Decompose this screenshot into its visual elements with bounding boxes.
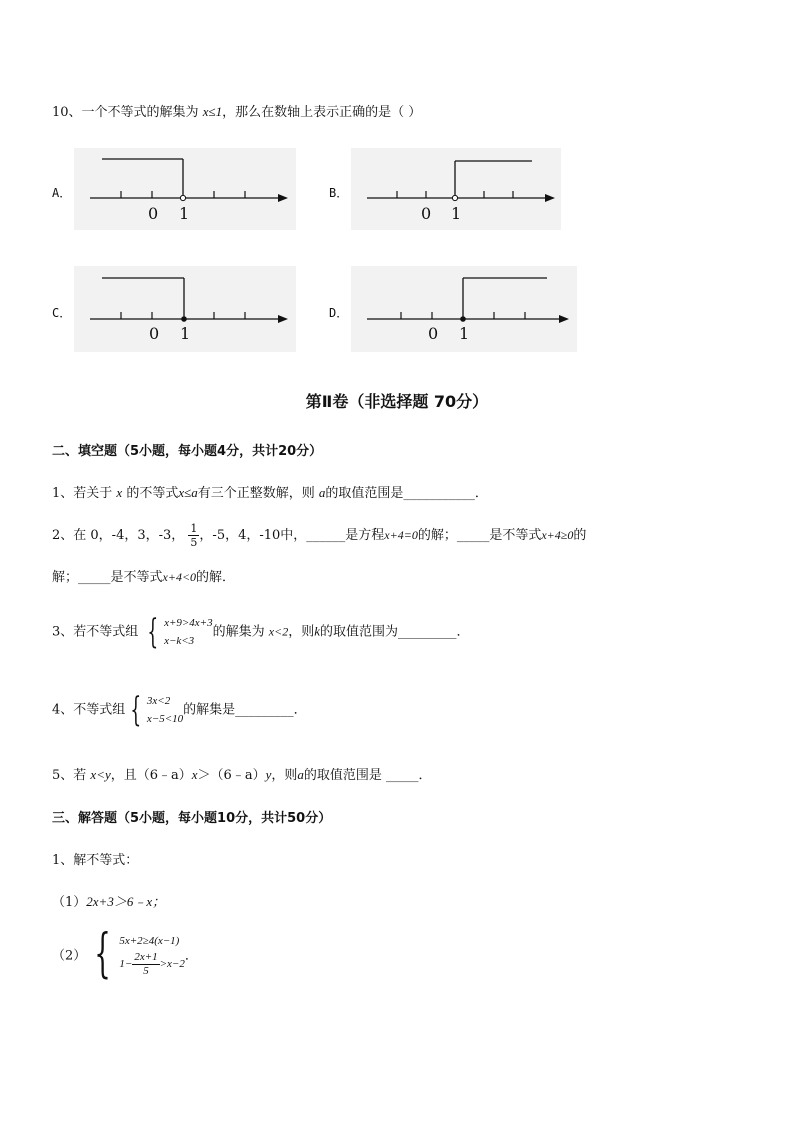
var-k: k (314, 623, 320, 639)
text: 2、在 0，-4，3，-3， (52, 528, 185, 543)
inequality-system (147, 692, 183, 728)
inequality: x+4≥0 (541, 528, 574, 542)
text: ，则 (271, 768, 298, 783)
tick-label-one: 1 (459, 324, 470, 343)
option-d-label[interactable]: D． (329, 306, 349, 320)
q10-condition: x≤1 (202, 104, 223, 119)
tick-label-one: 1 (451, 204, 462, 223)
solution: x<2 (268, 624, 289, 639)
fraction (132, 951, 159, 978)
answer-blank: 的取值范围是___________． (325, 486, 488, 501)
option-c-number-line[interactable] (74, 266, 296, 352)
option-c-label[interactable]: C． (52, 306, 72, 320)
tick-label-zero: 0 (421, 204, 432, 223)
q10-prefix: 10、一个不等式的解集为 (52, 105, 199, 120)
fill-question-3 (52, 614, 470, 650)
condition: x<y (90, 767, 111, 782)
answer-blank: 的取值范围是 _____． (303, 768, 432, 783)
period: ． (184, 948, 198, 964)
brace: { (130, 690, 142, 730)
system-row-2 (119, 951, 184, 978)
text: 3、若不等式组 (52, 624, 139, 640)
option-b-label[interactable]: B． (329, 186, 349, 200)
text: >x−2 (159, 957, 185, 970)
solve-question-1-part-1 (52, 891, 165, 910)
section-2-title: 二、填空题（5小题，每小题4分，共计20分） (52, 444, 323, 459)
question-10 (52, 101, 421, 120)
text: 的解． (196, 570, 236, 585)
tick-label-zero: 0 (148, 204, 159, 223)
inequality: x≤a (178, 485, 198, 500)
text: 的不等式 (126, 486, 179, 501)
numerator: 2x+1 (134, 950, 158, 963)
brace: { (147, 612, 159, 652)
text: 1− (119, 957, 133, 970)
text: 的 (573, 528, 587, 543)
option-d-number-line[interactable] (351, 266, 577, 352)
denominator: 5 (190, 536, 198, 549)
denominator: 5 (143, 964, 149, 977)
fill-question-2-line-2 (52, 566, 235, 585)
text: ＞（6﹣a） (197, 768, 266, 783)
text: 解；_____是不等式 (52, 570, 163, 585)
var-x: x (116, 485, 123, 500)
text: ，-5，4，-10中，______是方程 (199, 528, 385, 543)
tick-label-one: 1 (180, 324, 191, 343)
fraction (188, 522, 199, 549)
text: ，则 (288, 624, 315, 640)
text: 4、不等式组 (52, 702, 126, 718)
var-a: a (318, 485, 326, 500)
var-a: a (297, 767, 304, 782)
text: 的解集为 (212, 624, 265, 640)
option-a-label[interactable]: A． (52, 186, 72, 200)
tick-label-zero: 0 (149, 324, 160, 343)
section-3-title: 三、解答题（5小题，每小题10分，共计50分） (52, 811, 332, 826)
equation: x+4=0 (384, 528, 418, 542)
inequality-system (119, 931, 184, 978)
tick-label-one: 1 (179, 204, 190, 223)
text: 1、若关于 (52, 486, 113, 501)
brace: { (94, 924, 112, 984)
part-2-title: 第Ⅱ卷（非选择题 70分） (305, 392, 489, 411)
var-x: x (191, 767, 198, 782)
tick-label-zero: 0 (428, 324, 439, 343)
inequality-system (164, 614, 213, 650)
answer-blank: 的解集是_________． (183, 702, 307, 718)
text: ，且（6﹣a） (110, 768, 192, 783)
part-label: （1） (52, 895, 87, 910)
text: 有三个正整数解，则 (197, 486, 315, 501)
text: 的解；_____是不等式 (417, 528, 542, 543)
numerator: 1 (190, 522, 198, 535)
part-label: （2） (52, 948, 87, 964)
system-row-1: x+9>4x+3 (164, 617, 213, 629)
system-row-2: x−5<10 (146, 713, 184, 725)
solve-question-1-part-2 (52, 924, 198, 984)
inequality: x+4<0 (162, 570, 197, 584)
var-y: y (265, 767, 272, 782)
option-b-number-line[interactable] (351, 148, 561, 230)
solve-question-1-intro: 1、解不等式： (52, 853, 139, 868)
system-row-2: x−k<3 (164, 635, 195, 647)
fill-question-1 (52, 482, 488, 501)
inequality: 2x+3＞6﹣x； (86, 894, 166, 909)
fill-question-4 (52, 692, 307, 728)
system-row-1: 3x<2 (146, 695, 171, 707)
answer-blank: 的取值范围为_________． (320, 624, 470, 640)
fill-question-2 (52, 522, 586, 549)
fill-question-5 (52, 764, 432, 783)
q10-suffix: ，那么在数轴上表示正确的是（ ） (222, 105, 422, 120)
system-row-1: 5x+2≥4(x−1) (119, 934, 180, 947)
option-a-number-line[interactable] (74, 148, 296, 230)
text: 5、若 (52, 768, 87, 783)
